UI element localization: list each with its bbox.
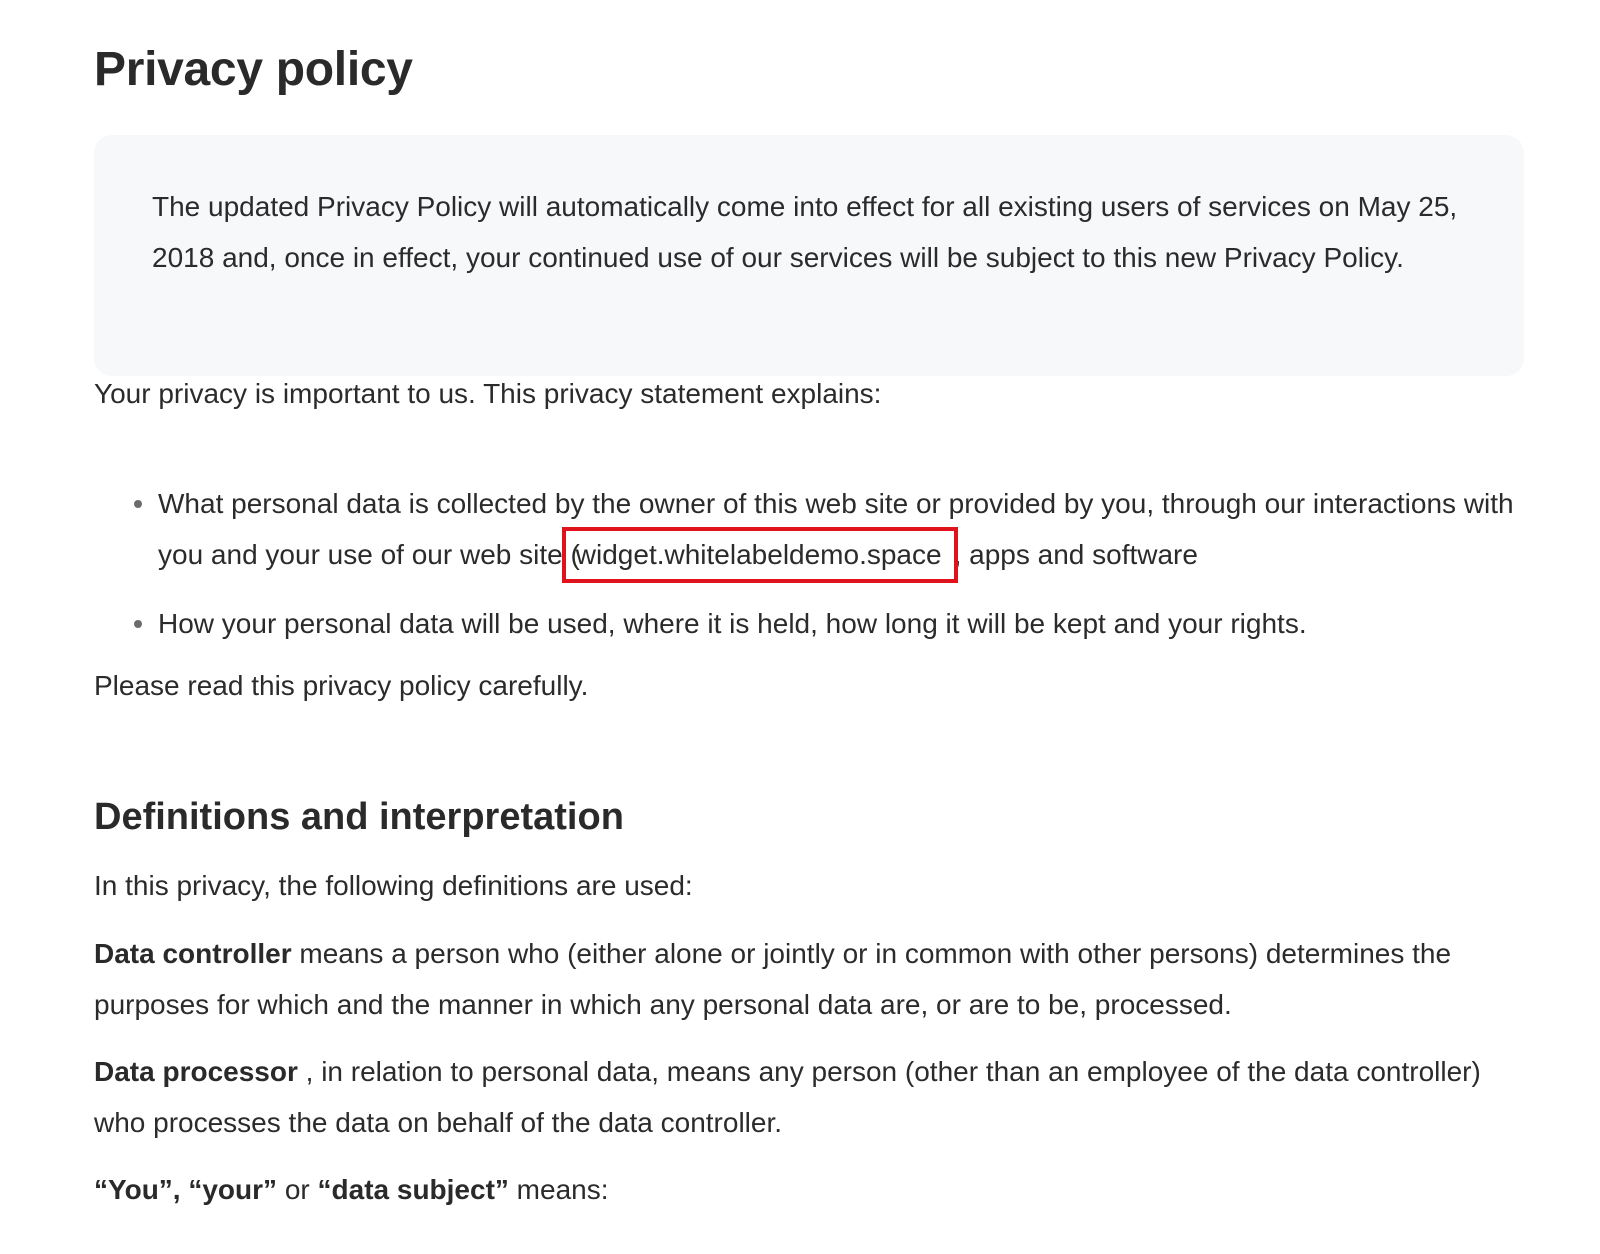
definition-text: means a person who (either alone or jointly or in common with other persons) determines the purposes for which and the manner in which any personal data are, or are to be, processed. bbox=[94, 938, 1452, 1020]
read-note: Please read this privacy policy carefully. bbox=[94, 670, 589, 701]
list-item bbox=[94, 478, 1534, 580]
bullet-dot bbox=[134, 500, 142, 508]
term-you-your: “You”, “your” bbox=[94, 1174, 278, 1205]
section-heading: Definitions and interpretation bbox=[94, 796, 624, 838]
notice-text: The updated Privacy Policy will automatically come into effect for all existing users of services on May 25, 2018 and, once in effect, your continued use of our services will be subject to this new Privacy Policy. bbox=[152, 191, 1458, 273]
definitions-intro: In this privacy, the following definitions are used: bbox=[94, 870, 693, 901]
bullet-1-text-before: What personal data is collected by the owner of this web site or provided by you, through our interactions with you and your use of our web site ( bbox=[158, 488, 1514, 570]
term-data-controller: Data controller bbox=[94, 938, 292, 969]
bullet-2-text: How your personal data will be used, where it is held, how long it will be kept and your rights. bbox=[158, 608, 1307, 639]
term-data-processor: Data processor bbox=[94, 1056, 298, 1087]
definition-text: , in relation to personal data, means any person (other than an employee of the data controller) who processes the data on behalf of the data controller. bbox=[94, 1056, 1481, 1138]
bullet-list bbox=[94, 478, 1534, 649]
term-data-subject: “data subject” bbox=[317, 1174, 509, 1205]
bullet-dot bbox=[134, 620, 142, 628]
definition-data-controller bbox=[94, 928, 1514, 1030]
intro-text: Your privacy is important to us. This privacy statement explains: bbox=[94, 378, 882, 409]
website-link[interactable]: widget.whitelabeldemo.space bbox=[566, 531, 954, 579]
list-item bbox=[94, 598, 1534, 649]
notice-box bbox=[94, 135, 1524, 376]
definition-data-subject bbox=[94, 1170, 609, 1210]
or-text: or bbox=[277, 1174, 318, 1205]
bullet-1-text-after: , apps and software bbox=[953, 539, 1198, 570]
page-title: Privacy policy bbox=[94, 43, 413, 96]
means-text: means: bbox=[508, 1174, 609, 1205]
definition-data-processor bbox=[94, 1046, 1514, 1148]
